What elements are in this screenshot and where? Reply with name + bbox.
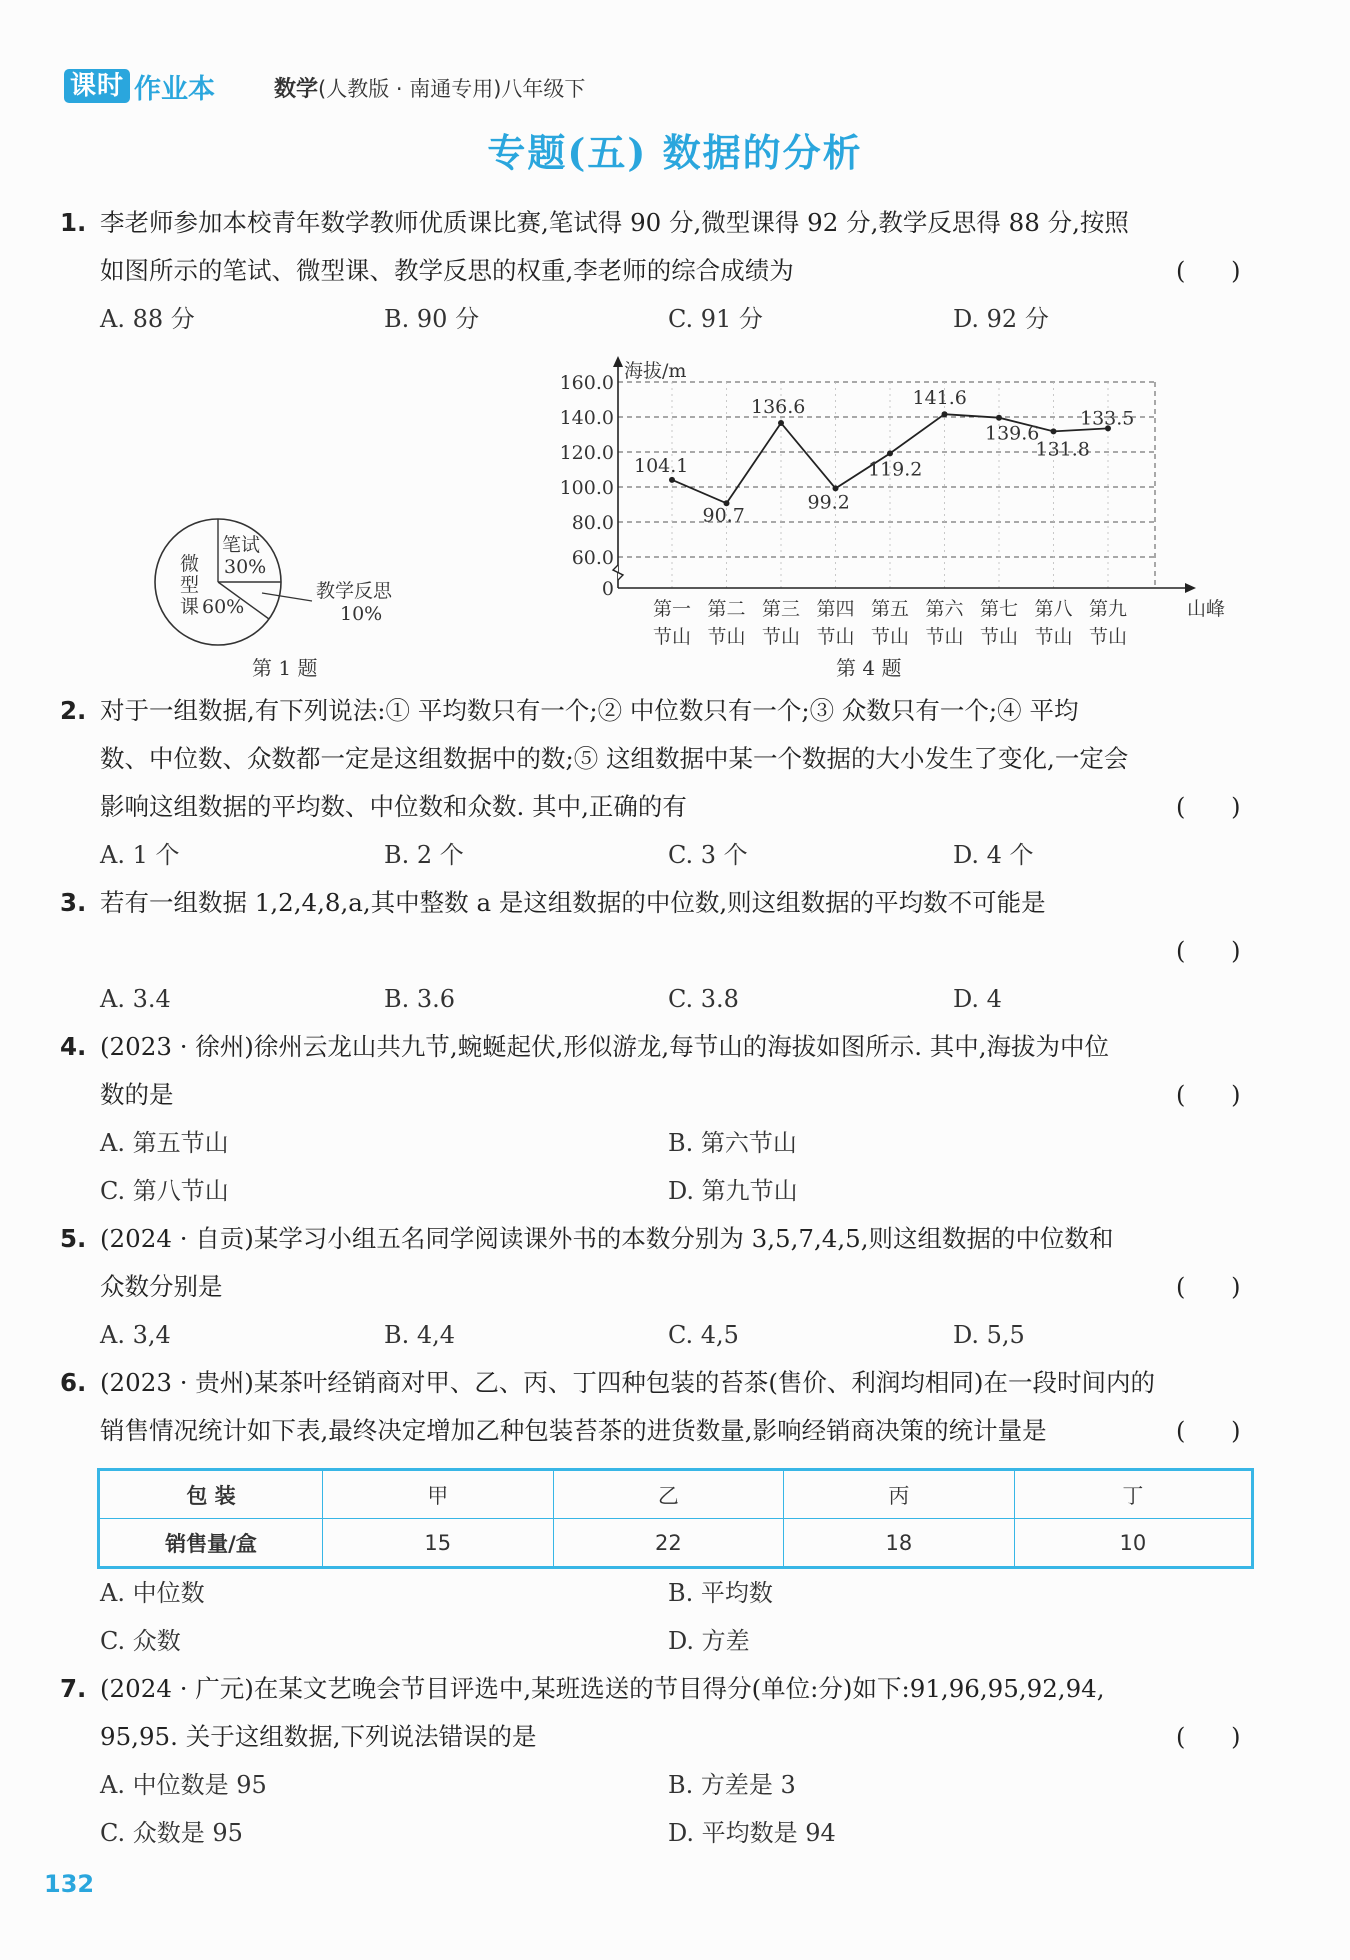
x-tick-label: 节山 [1088, 626, 1128, 648]
q5-answer-blank[interactable]: ( ) [1176, 1273, 1241, 1301]
table-header-cell: 包 装 [99, 1470, 323, 1519]
q2-answer-blank[interactable]: ( ) [1176, 793, 1241, 821]
q6-option-a[interactable]: A. 中位数 [100, 1579, 205, 1607]
q5-line-1: (2024 · 自贡)某学习小组五名同学阅读课外书的本数分别为 3,5,7,4,5,则这组数据的中位数和 [100, 1224, 1114, 1253]
q6-option-b[interactable]: B. 平均数 [668, 1579, 773, 1607]
x-tick-label: 节山 [870, 626, 910, 648]
data-label: 90.7 [702, 504, 745, 527]
axis-break [613, 565, 623, 580]
table-header-cell: 销售量/盒 [99, 1519, 323, 1568]
data-label: 119.2 [868, 458, 923, 481]
pie-pct-written: 30% [224, 556, 267, 578]
line-chart [540, 355, 1226, 660]
table-row [99, 1519, 1253, 1568]
subject-label: 数学 [274, 77, 319, 102]
x-tick-label: 第二 [707, 598, 746, 620]
pie-label-micro-3: 课 [180, 596, 200, 618]
q4-line-1: (2023 · 徐州)徐州云龙山共九节,蜿蜒起伏,形似游龙,每节山的海拔如图所示. 其中,海拔为中位 [100, 1032, 1110, 1061]
data-label: 136.6 [751, 395, 806, 418]
q7-option-d[interactable]: D. 平均数是 94 [668, 1819, 836, 1847]
q5-number: 5. [60, 1224, 87, 1253]
q1-line-1: 李老师参加本校青年数学教师优质课比赛,笔试得 90 分,微型课得 92 分,教学反思得 88 分,按照 [100, 208, 1129, 237]
q3-option-d[interactable]: D. 4 [953, 985, 1002, 1013]
x-tick-label: 节山 [652, 626, 692, 648]
q3-option-b[interactable]: B. 3.6 [384, 985, 456, 1013]
table-cell: 乙 [553, 1470, 784, 1519]
table-cell: 18 [784, 1519, 1015, 1568]
q6-line-2: 销售情况统计如下表,最终决定增加乙种包装苔茶的进货数量,影响经销商决策的统计量是 [100, 1416, 1047, 1445]
q1-option-c[interactable]: C. 91 分 [668, 305, 763, 333]
x-tick-label: 第三 [761, 598, 801, 620]
q4-answer-blank[interactable]: ( ) [1176, 1081, 1241, 1109]
q5-option-a[interactable]: A. 3,4 [100, 1321, 171, 1349]
x-tick-label: 节山 [1034, 626, 1073, 648]
y-tick-label: 0 [601, 578, 614, 600]
q7-option-a[interactable]: A. 中位数是 95 [100, 1771, 267, 1799]
pie-pct-micro: 60% [202, 596, 245, 618]
pie-leader-line [262, 593, 312, 601]
q5-option-b[interactable]: B. 4,4 [384, 1321, 456, 1349]
q4-option-c[interactable]: C. 第八节山 [100, 1177, 229, 1205]
q2-line-3: 影响这组数据的平均数、中位数和众数. 其中,正确的有 [100, 792, 687, 821]
q7-line-1: (2024 · 广元)在某文艺晚会节目评选中,某班选送的节目得分(单位:分)如下:91,96,95,92,94, [100, 1674, 1105, 1703]
q3-option-c[interactable]: C. 3.8 [668, 985, 739, 1013]
y-axis-label: 海拔/m [624, 360, 687, 382]
x-tick-label: 节山 [925, 626, 964, 648]
sales-table [97, 1468, 1254, 1569]
q6-option-d[interactable]: D. 方差 [668, 1627, 750, 1655]
data-point [1051, 428, 1057, 434]
q2-option-c[interactable]: C. 3 个 [668, 841, 748, 869]
q5-option-c[interactable]: C. 4,5 [668, 1321, 739, 1349]
x-tick-label: 节山 [979, 626, 1019, 648]
q6-line-1: (2023 · 贵州)某茶叶经销商对甲、乙、丙、丁四种包装的苔茶(售价、利润均相同)在一段时间内的 [100, 1368, 1155, 1397]
table-cell: 甲 [323, 1470, 554, 1519]
q2-option-a[interactable]: A. 1 个 [100, 841, 180, 869]
figure-4-caption: 第 4 题 [836, 656, 902, 680]
q3-number: 3. [60, 888, 87, 917]
figure-1-caption: 第 1 题 [252, 656, 318, 680]
data-point [669, 477, 675, 483]
q1-line-2: 如图所示的笔试、微型课、教学反思的权重,李老师的综合成绩为 [100, 256, 794, 285]
logo-text: 作业本 [134, 73, 216, 105]
x-tick-label: 第六 [925, 598, 964, 620]
table-cell: 22 [553, 1519, 784, 1568]
q2-line-2: 数、中位数、众数都一定是这组数据中的数;⑤ 这组数据中某一个数据的大小发生了变化,一定会 [100, 744, 1129, 773]
x-tick-label: 第七 [979, 598, 1019, 620]
q4-option-b[interactable]: B. 第六节山 [668, 1129, 797, 1157]
data-label: 139.6 [985, 422, 1040, 445]
pie-label-micro-1: 微 [180, 553, 200, 575]
x-tick-label: 第四 [816, 598, 855, 620]
q5-line-2: 众数分别是 [100, 1272, 223, 1301]
y-axis-arrow [613, 356, 623, 367]
q1-option-b[interactable]: B. 90 分 [384, 305, 480, 333]
y-tick-label: 100.0 [559, 477, 614, 499]
data-point [996, 415, 1002, 421]
q3-line-1: 若有一组数据 1,2,4,8,a,其中整数 a 是这组数据的中位数,则这组数据的平均数不可能是 [100, 888, 1046, 917]
x-tick-label: 第五 [870, 598, 910, 620]
q4-option-a[interactable]: A. 第五节山 [100, 1129, 229, 1157]
brand-logo [64, 68, 215, 104]
x-axis-arrow [1185, 583, 1196, 593]
q3-option-a[interactable]: A. 3.4 [100, 985, 171, 1013]
page-title: 专题(五) 数据的分析 [487, 130, 863, 175]
y-tick-label: 160.0 [559, 372, 614, 394]
table-cell: 15 [323, 1519, 554, 1568]
pie-label-written: 笔试 [222, 534, 261, 556]
q7-line-2: 95,95. 关于这组数据,下列说法错误的是 [100, 1722, 537, 1751]
x-tick-label: 节山 [761, 626, 801, 648]
x-tick-label: 第九 [1088, 598, 1128, 620]
q1-answer-blank[interactable]: ( ) [1176, 257, 1241, 285]
x-tick-label: 第一 [652, 598, 692, 620]
y-tick-label: 60.0 [571, 547, 614, 569]
q2-option-d[interactable]: D. 4 个 [953, 841, 1034, 869]
data-point [778, 420, 784, 426]
data-label: 99.2 [807, 491, 850, 514]
q7-number: 7. [60, 1674, 87, 1703]
data-label: 131.8 [1035, 438, 1090, 461]
pie-chart [150, 515, 440, 655]
edition-label: (人教版 · 南通专用)八年级下 [318, 77, 586, 101]
data-label: 133.5 [1080, 407, 1135, 430]
data-point [887, 450, 893, 456]
x-tick-label: 节山 [707, 626, 746, 648]
logo-box: 课时 [64, 69, 130, 103]
x-axis-label: 山峰 [1187, 598, 1226, 620]
q7-option-b[interactable]: B. 方差是 3 [668, 1771, 796, 1799]
q2-option-b[interactable]: B. 2 个 [384, 841, 464, 869]
table-row [99, 1470, 1253, 1519]
table-cell: 10 [1014, 1519, 1252, 1568]
table-cell: 丁 [1014, 1470, 1252, 1519]
y-tick-label: 140.0 [559, 407, 614, 429]
pie-pct-reflection: 10% [340, 603, 383, 625]
q1-option-a[interactable]: A. 88 分 [100, 305, 195, 333]
q4-line-2: 数的是 [100, 1080, 174, 1109]
q1-option-d[interactable]: D. 92 分 [953, 305, 1049, 333]
q4-option-d[interactable]: D. 第九节山 [668, 1177, 798, 1205]
q2-line-1: 对于一组数据,有下列说法:① 平均数只有一个;② 中位数只有一个;③ 众数只有一个;④ 平均 [100, 696, 1079, 725]
q6-number: 6. [60, 1368, 87, 1397]
q2-number: 2. [60, 696, 87, 725]
pie-label-reflection: 教学反思 [316, 580, 393, 602]
q6-answer-blank[interactable]: ( ) [1176, 1417, 1241, 1445]
q1-number: 1. [60, 208, 87, 237]
book-subtitle [274, 72, 585, 103]
y-tick-label: 80.0 [571, 512, 614, 534]
table-cell: 丙 [784, 1470, 1015, 1519]
data-label: 141.6 [912, 387, 967, 410]
q7-answer-blank[interactable]: ( ) [1176, 1723, 1241, 1751]
q3-answer-blank[interactable]: ( ) [1176, 937, 1241, 965]
x-tick-label: 第八 [1034, 598, 1073, 620]
q5-option-d[interactable]: D. 5,5 [953, 1321, 1025, 1349]
x-tick-label: 节山 [816, 626, 855, 648]
y-tick-label: 120.0 [559, 442, 614, 464]
q7-option-c[interactable]: C. 众数是 95 [100, 1819, 243, 1847]
data-label: 104.1 [634, 454, 689, 477]
q6-option-c[interactable]: C. 众数 [100, 1627, 181, 1655]
data-point [942, 411, 948, 417]
pie-label-micro-2: 型 [180, 574, 200, 596]
q4-number: 4. [60, 1032, 87, 1061]
page-number: 132 [44, 1870, 95, 1898]
